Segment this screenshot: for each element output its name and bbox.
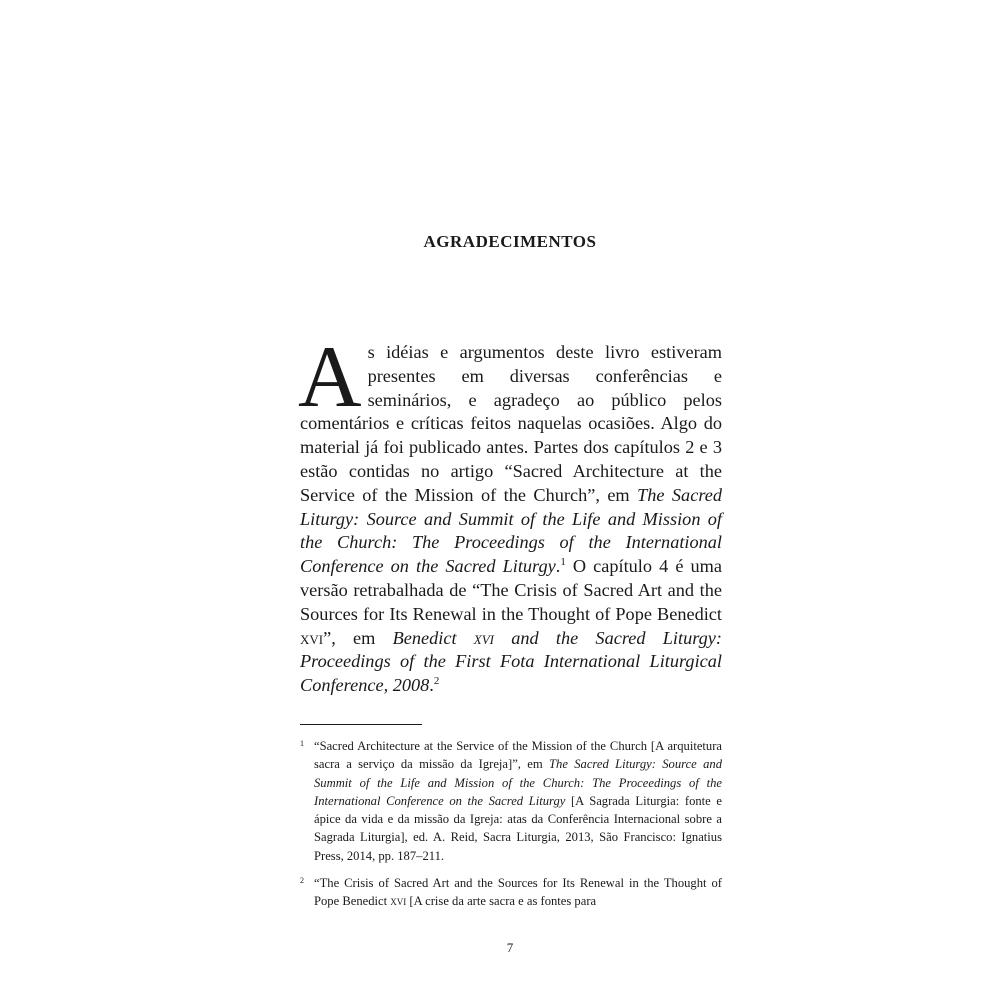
footnotes-list [300, 737, 722, 920]
body-text-segment: . [429, 675, 434, 696]
book-title: Benedict [392, 627, 474, 648]
drop-cap: A [298, 329, 362, 426]
book-title: The Sacred Liturgy: Source and Summit of the Life and Mission of the Church: The Proceedings of the International Conference on the Sacred Liturgy [300, 484, 723, 577]
chapter-number: 4 [659, 556, 669, 577]
footnote-divider [300, 724, 422, 725]
footnote [300, 874, 722, 911]
footnote-text: “The Crisis of Sacred Art and the Sources for Its Renewal in the Thought of Pope Benedict [314, 876, 722, 909]
chapter-number: 3 [712, 437, 722, 458]
footnote-reference: 2 [433, 675, 440, 688]
roman-numeral: xvi [300, 627, 324, 648]
book-title: and the Sacred Liturgy: Proceedings of the First Fota International Liturgical Conference, 2008 [300, 627, 722, 696]
chapter-number: 2 [685, 437, 695, 458]
body-text-segment: é uma versão retrabalhada de “The Crisis of Sacred Art and the Sources for Its Renewal in the Thought of Pope Benedict [300, 556, 722, 624]
body-text-segment: e [694, 437, 713, 458]
book-title: The Sacred Liturgy: Source and Summit of the Life and Mission of the Church: The Proceedings of the International Conference on the Sacred Liturgy [314, 757, 722, 808]
footnote-text: [A crise da arte sacra e as fontes para [406, 894, 597, 909]
footnote [300, 737, 722, 865]
body-text-segment: s idéias e argumentos deste livro estiveram presentes em diversas conferências e seminários, e agradeço ao público pelos comentários e críticas feitos naquelas ocasiões. Algo do material já foi publicado antes. Partes dos capítulos [300, 342, 722, 458]
page-number: 7 [506, 940, 514, 955]
footnote-text: [A Sagrada Liturgia: fonte e ápice da vida e da missão da Igreja: atas da Conferência Internacional sobre a Sagrada Liturgia], ed. A. Reid, Sacra Liturgia, 2013, São Francisco: Ignatius Press, 2014, pp. 187–211. [314, 793, 722, 863]
body-text-segment: ”, em [323, 627, 393, 648]
roman-numeral: xvi [473, 627, 494, 648]
body-paragraph [298, 329, 723, 698]
footnote-text: “Sacred Architecture at the Service of the Mission of the Church [A arquitetura sacra a serviço da missão da Igreja]”, em [314, 739, 722, 772]
footnote-marker: 2 [300, 876, 304, 886]
body-text-segment: O capítulo [565, 556, 660, 577]
footnote-reference: 1 [560, 556, 566, 569]
roman-numeral: xvi [390, 894, 407, 909]
chapter-heading: AGRADECIMENTOS [423, 232, 597, 251]
footnote-marker: 1 [300, 739, 304, 748]
body-text-segment: . [555, 556, 561, 577]
body-text-segment: estão contidas no artigo “Sacred Architecture at the Service of the Mission of the Church”, em [300, 460, 722, 505]
